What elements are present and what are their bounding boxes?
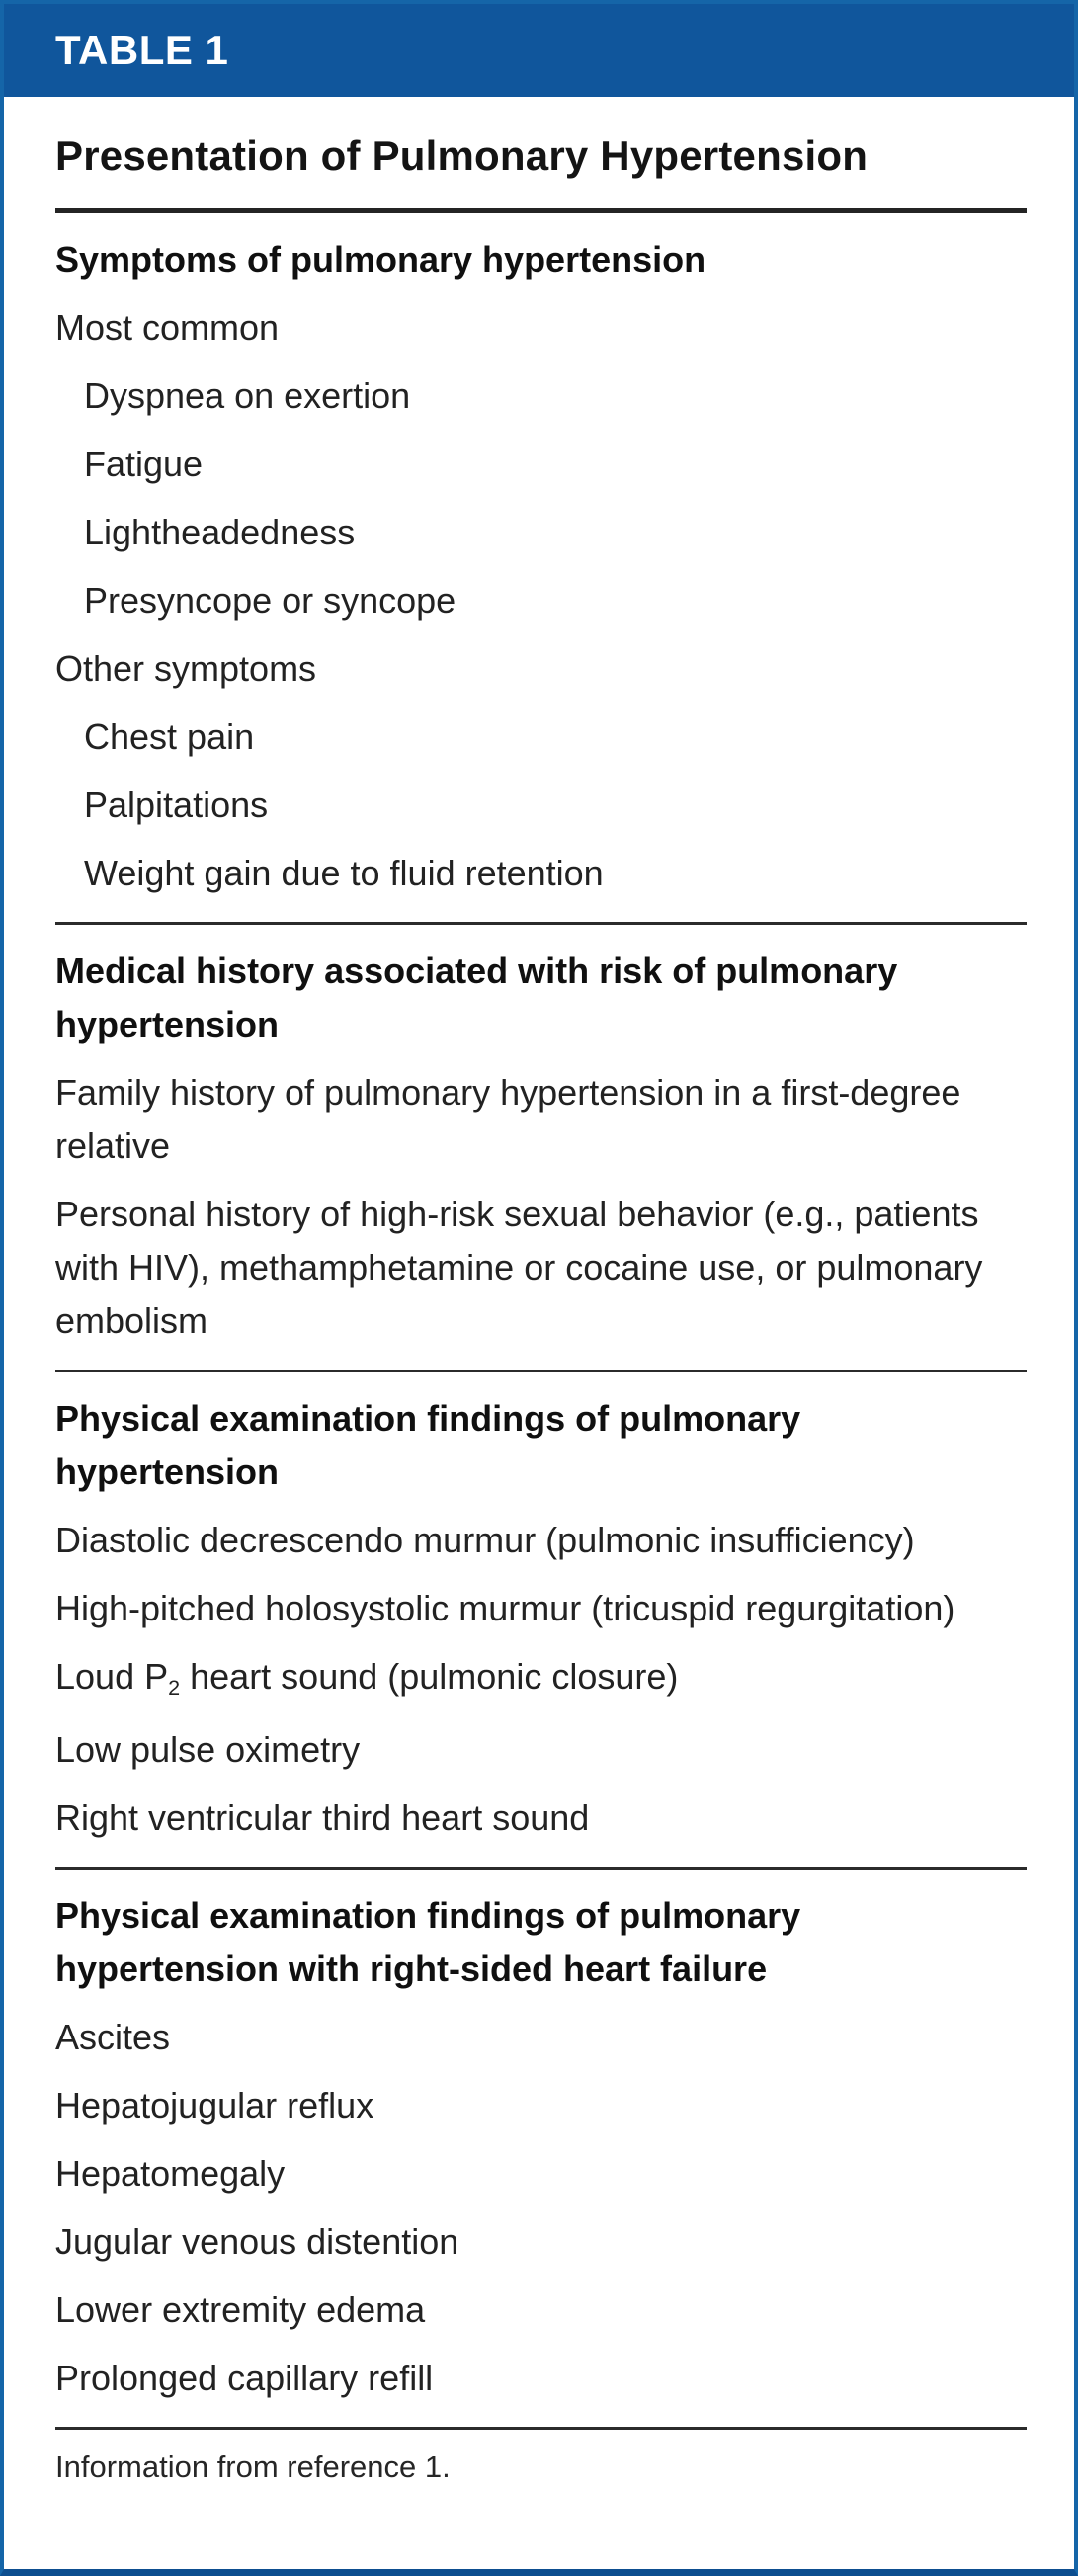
list-item [55, 1723, 1027, 1777]
list-item [55, 1066, 1027, 1173]
item-text: Chest pain [84, 716, 255, 757]
table-header-bar [4, 4, 1074, 97]
section-heading: Physical examination findings of pulmonary hypertension [55, 1398, 801, 1492]
item-text: heart sound (pulmonic closure) [180, 1656, 679, 1697]
item-text: Hepatomegaly [55, 2153, 286, 2194]
item-text: Right ventricular third heart sound [55, 1797, 590, 1838]
list-item [55, 1188, 1027, 1348]
item-text: Lower extremity edema [55, 2289, 426, 2330]
list-item [55, 574, 1027, 627]
list-item [55, 847, 1027, 900]
section-divider [55, 1370, 1027, 1372]
sections [55, 233, 1027, 2430]
list-item [55, 2011, 1027, 2064]
list-item [55, 642, 1027, 696]
item-text: Family history of pulmonary hypertension in a first-degree relative [55, 1072, 961, 1166]
list-item [55, 1650, 1027, 1708]
list-item [55, 370, 1027, 423]
item-text: Most common [55, 307, 280, 348]
item-text: Diastolic decrescendo murmur (pulmonic insufficiency) [55, 1520, 915, 1560]
item-text: Palpitations [84, 785, 269, 825]
list-item [55, 2352, 1027, 2405]
table-title: Presentation of Pulmonary Hypertension [55, 132, 869, 179]
item-text: Fatigue [84, 444, 204, 484]
item-text: Dyspnea on exertion [84, 375, 411, 416]
list-item [55, 301, 1027, 355]
table-content [4, 130, 1074, 2489]
item-text: Lightheadedness [84, 512, 356, 552]
item-text: Other symptoms [55, 648, 317, 689]
list-item [55, 2079, 1027, 2132]
footer-note: Information from reference 1. [55, 2450, 451, 2484]
list-item [55, 506, 1027, 559]
list-item [55, 2147, 1027, 2201]
list-item [55, 2284, 1027, 2337]
section-heading: Physical examination findings of pulmonary hypertension with right-sided heart failure [55, 1895, 801, 1989]
list-item [55, 779, 1027, 832]
item-text: Prolonged capillary refill [55, 2358, 434, 2398]
list-item [55, 710, 1027, 764]
item-text: Hepatojugular reflux [55, 2085, 374, 2125]
title-rule [55, 208, 1027, 213]
list-item [55, 438, 1027, 491]
item-text: Ascites [55, 2017, 171, 2057]
section-divider [55, 922, 1027, 925]
item-text: Loud P [55, 1656, 169, 1697]
table-label: TABLE 1 [55, 27, 229, 73]
list-item [55, 1791, 1027, 1845]
subscript-text: 2 [168, 1675, 181, 1701]
section-heading: Medical history associated with risk of pulmonary hypertension [55, 951, 898, 1044]
section-heading: Symptoms of pulmonary hypertension [55, 239, 706, 280]
section-divider [55, 2427, 1027, 2430]
section-divider [55, 1867, 1027, 1870]
item-text: Weight gain due to fluid retention [84, 853, 604, 893]
list-item [55, 2215, 1027, 2269]
list-item [55, 1582, 1027, 1635]
item-text: Low pulse oximetry [55, 1729, 361, 1770]
item-text: Presyncope or syncope [84, 580, 456, 621]
item-text: Personal history of high-risk sexual behavior (e.g., patients with HIV), methamphetamine or cocaine use, or pulmonary embolism [55, 1194, 983, 1341]
item-text: High-pitched holosystolic murmur (tricuspid regurgitation) [55, 1588, 955, 1628]
list-item [55, 1514, 1027, 1567]
item-text: Jugular venous distention [55, 2221, 459, 2262]
